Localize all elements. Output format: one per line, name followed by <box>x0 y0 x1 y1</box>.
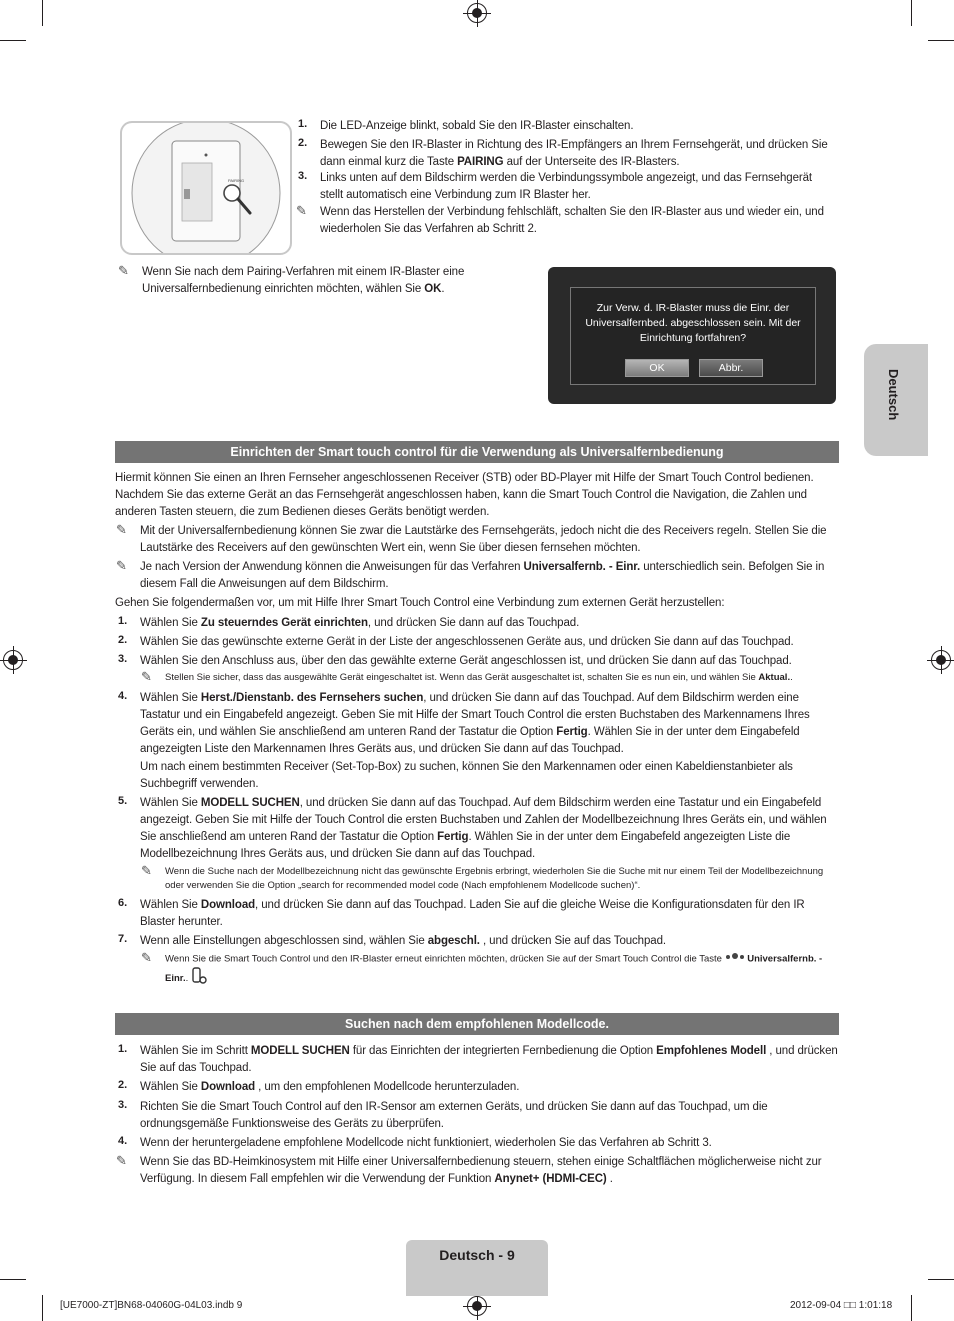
text-run: Download <box>200 899 256 911</box>
section-title-universal-remote: Einrichten der Smart touch control für die Verwendung als Universalfernbedienung <box>115 441 839 463</box>
top-note-item <box>296 203 838 238</box>
step4-extra-text: Um nach einem bestimmten Receiver (Set-Top-Box) zu suchen, können Sie den Markennamen oder einen Kabeldienstanbieter als Suchbegriff verwenden. <box>140 761 793 790</box>
step-item <box>118 933 840 950</box>
text-run: , und drücken Sie auf das Touchpad. <box>479 935 666 947</box>
dialog-message: Zur Verw. d. IR-Blaster muss die Einr. der Universalfernbed. abgeschlossen sein. Mit der Einrichtung fortfahren? <box>585 302 801 344</box>
text-run: . Wählen Sie in der unter dem Eingabefeld angezeigten Liste die Modellbezeichnung Ihres Geräts aus, und drücken Sie dann auf das Touchpad. <box>140 831 791 860</box>
text-run: Wählen Sie <box>140 797 201 809</box>
step-number: 1. <box>118 1043 128 1055</box>
note-pencil-icon: ✎ <box>296 203 307 218</box>
step-number: 4. <box>118 1135 128 1147</box>
note-item-text <box>140 1154 840 1188</box>
step-number: 3. <box>298 170 308 182</box>
step5-note-text <box>165 865 840 893</box>
step-item <box>118 615 840 632</box>
registration-mark-icon <box>931 650 951 670</box>
text-run: Bewegen Sie den IR-Blaster in Richtung des IR-Empfängers an Ihrem Fernsehgerät, und drücken Sie dann einmal kurz die Taste <box>320 139 828 168</box>
step-item-text <box>140 1099 840 1133</box>
text-run: Mit der Universalfernbedienung können Sie zwar die Lautstärke des Fernsehgeräts, jedoch nicht die des Receivers regeln. Stellen Sie die Lautstärke des Receivers auf den gewünschten Wert ein, wenn Sie über diesen fernsehen möchten. <box>140 525 827 554</box>
step-item <box>118 634 840 651</box>
text-run: OK <box>424 283 442 295</box>
top-step-item <box>298 170 838 204</box>
step-item-text <box>140 1043 840 1077</box>
text-run: Wählen Sie <box>140 1081 201 1093</box>
text-run: Je nach Version der Anwendung können die Anweisungen für das Verfahren <box>140 561 524 573</box>
text-run: Universalfernb. - Einr. <box>523 561 641 573</box>
text-run: , und drücken Sie dann auf das Touchpad. <box>367 617 580 629</box>
note-pencil-icon: ✎ <box>116 522 127 537</box>
crop-mark <box>42 1295 43 1321</box>
dialog-box <box>570 287 816 385</box>
text-run: . Wählen Sie in der unter dem Eingabefeld angezeigten Liste den Markennamen Ihres Geräts aus, und drücken Sie dann auf das Touchpad. <box>140 726 800 755</box>
dialog-cancel-button[interactable]: Abbr. <box>699 359 763 377</box>
step-item-text <box>140 933 840 950</box>
section1-intro: Hiermit können Sie einen an Ihren Fernseher angeschlossenen Receiver (STB) oder BD-Player mit Hilfe der Smart Touch Control bedienen. Nachdem Sie das externe Gerät an das Fernsehgerät angeschlossen haben, kann die Smart Touch Control die Navigation, die Zahlen und anderen Tasten steuern, die zum Bedienen dieses Geräts benötigt werden. <box>115 472 814 518</box>
step-number: 4. <box>118 690 128 702</box>
top-step-item-text <box>320 137 838 171</box>
text-run: . <box>185 972 191 984</box>
text-run: für das Einrichten der integrierten Fernbedienung die Option <box>349 1045 657 1057</box>
text-run: Wählen Sie im Schritt <box>140 1045 251 1057</box>
step-item <box>118 653 840 670</box>
step-item-text <box>140 634 840 651</box>
top-step-item-text <box>320 118 838 135</box>
text-run: Fertig <box>556 726 588 738</box>
text-run: Wenn die Suche nach der Modellbezeichnung nicht das gewünschte Ergebnis erbringt, wiederholen Sie die Suche mit nur einem Teil der Modellbezeichnung oder verwenden Sie die Option „search for recommended model code (Nach empfohlenem Modellcode suchen)“. <box>165 866 824 891</box>
text-run: Empfohlenes Modell <box>656 1045 767 1057</box>
step-number: 3. <box>118 1099 128 1111</box>
crop-mark <box>911 1295 912 1321</box>
text-run: Wählen Sie den Anschluss aus, über den das gewählte externe Gerät angeschlossen ist, und drücken Sie dann auf das Touchpad. <box>140 655 792 667</box>
step5-note <box>141 863 840 893</box>
text-run: Universalfernb. - Einr. <box>165 953 823 984</box>
note-pencil-icon: ✎ <box>141 669 152 684</box>
top-step-item-text <box>320 170 838 204</box>
text-run: Anynet+ (HDMI-CEC) <box>494 1173 607 1185</box>
step-number: 5. <box>118 795 128 807</box>
text-run: Zu steuerndes Gerät einrichten <box>200 617 368 629</box>
note-item <box>116 1153 840 1188</box>
note-item-text <box>140 523 840 557</box>
text-run: Aktual. <box>758 672 791 683</box>
crop-mark <box>0 40 26 41</box>
text-run: , und drücken Sie dann auf das Touchpad. Laden Sie auf die gleiche Weise die Konfigurationsdaten für den IR Blaster herunter. <box>140 899 805 928</box>
registration-mark-icon <box>467 3 487 23</box>
step-item <box>118 897 840 931</box>
text-run: Richten Sie die Smart Touch Control auf den IR-Sensor am externen Geräts, und drücken Sie dann auf das Touchpad, um die ordnungsgemäße Funktionsweise des Geräts zu überprüfen. <box>140 1101 768 1130</box>
step-item-text <box>140 1079 840 1096</box>
step-item-text <box>140 690 840 758</box>
step-item-text <box>140 615 840 632</box>
step-item <box>118 1135 840 1152</box>
text-run: MODELL SUCHEN <box>250 1045 350 1057</box>
text-run: abgeschl. <box>427 935 480 947</box>
text-run: Wenn der heruntergeladene empfohlene Modellcode nicht funktioniert, wiederholen Sie das Verfahren ab Schritt 3. <box>140 1137 712 1149</box>
footer-file-info: [UE7000-ZT]BN68-04060G-04L03.indb 9 <box>60 1300 243 1311</box>
crop-mark <box>928 40 954 41</box>
text-run: Wählen Sie <box>140 617 201 629</box>
text-run: , und drücken Sie dann auf das Touchpad. Auf dem Bildschirm werden eine Tastatur und ein Eingabefeld angezeigt. Geben Sie mit Hilfe der Smart Touch Control die ersten Buchstaben des Markennamens Ihres Geräts ein, und wählen Sie anschließend am unteren Rand der Tastatur die Option <box>140 692 810 738</box>
page-number: Deutsch - 9 <box>439 1247 515 1263</box>
step4-extra <box>140 759 840 793</box>
step-number: 1. <box>298 118 308 130</box>
text-run: Wenn Sie die Smart Touch Control und den IR-Blaster erneut einrichten möchten, drücken Sie auf der Smart Touch Control die Taste <box>165 953 725 965</box>
text-run: Wenn Sie nach dem Pairing-Verfahren mit einem IR-Blaster eine Universalfernbedienung einrichten möchten, wählen Sie <box>142 266 465 295</box>
top-step-item <box>298 118 838 135</box>
step3-note <box>141 669 840 685</box>
crop-mark <box>911 0 912 26</box>
text-run: Links unten auf dem Bildschirm werden die Verbindungssymbole angezeigt, und das Fernsehgerät stellt automatisch eine Verbindung zum IR Blaster her. <box>320 172 812 201</box>
registration-mark-icon <box>467 1296 487 1316</box>
text-run: Wenn alle Einstellungen abgeschlossen sind, wählen Sie <box>140 935 428 947</box>
text-run: auf der Unterseite des IR-Blasters. <box>503 156 680 168</box>
note-pencil-icon: ✎ <box>116 1153 127 1168</box>
text-run: . <box>790 672 793 683</box>
crop-mark <box>42 0 43 26</box>
section-title-recommended-code: Suchen nach dem empfohlenen Modellcode. <box>115 1013 839 1035</box>
step-number: 6. <box>118 897 128 909</box>
step-item <box>118 795 840 863</box>
step-item <box>118 1043 840 1077</box>
text-run: . <box>441 283 445 295</box>
step3-note-text <box>165 671 840 685</box>
pairing-note-item-text <box>142 264 472 298</box>
side-tab-label: Deutsch <box>886 369 901 421</box>
registration-mark-icon <box>3 650 23 670</box>
ir-blaster-illustration <box>120 121 292 255</box>
note-item <box>116 558 840 593</box>
step-number: 2. <box>298 137 308 149</box>
text-run: Download <box>200 1081 256 1093</box>
step-number: 2. <box>118 634 128 646</box>
top-step-item <box>298 137 838 171</box>
text-run: Wählen Sie <box>140 899 201 911</box>
note-pencil-icon: ✎ <box>141 950 152 965</box>
step7-note-text <box>165 952 840 990</box>
text-run: Wählen Sie das gewünschte externe Gerät in der Liste der angeschlossenen Geräte aus, und drücken Sie dann auf das Touchpad. <box>140 636 794 648</box>
step-item <box>118 1079 840 1096</box>
top-note-item-text <box>320 204 838 238</box>
language-side-tab <box>864 344 928 456</box>
text-run: Wählen Sie <box>140 692 201 704</box>
text-run: PAIRING <box>457 156 504 168</box>
note-item-text <box>140 559 840 593</box>
step-item-text <box>140 897 840 931</box>
step-item <box>118 690 840 758</box>
step-number: 1. <box>118 615 128 627</box>
step-number: 2. <box>118 1079 128 1091</box>
remote-setup-icon <box>725 952 745 966</box>
footer-timestamp: 2012-09-04 □□ 1:01:18 <box>790 1300 893 1311</box>
text-run: , und drücken Sie dann auf das Touchpad. Auf dem Bildschirm werden eine Tastatur und ein Eingabefeld angezeigt. Geben Sie mit Hilfe der Touch Control die ersten Buchstaben und Zahlen der Modellbezeichnung Ihres Geräts ein, und wählen Sie anschließend am unteren Rand der Tastatur die Option <box>140 797 827 843</box>
note-pencil-icon: ✎ <box>116 558 127 573</box>
note-item <box>116 522 840 557</box>
text-run: MODELL SUCHEN <box>200 797 300 809</box>
remote-settings-icon <box>191 967 207 990</box>
crop-mark <box>0 1279 26 1280</box>
step-item <box>118 1099 840 1133</box>
note-pencil-icon: ✎ <box>141 863 152 878</box>
step-item-text <box>140 1135 840 1152</box>
dialog-ok-button[interactable]: OK <box>625 359 689 377</box>
text-run: Die LED-Anzeige blinkt, sobald Sie den IR-Blaster einschalten. <box>320 120 634 132</box>
page-number-box <box>406 1240 548 1296</box>
section1-lead: Gehen Sie folgendermaßen vor, um mit Hilfe Ihrer Smart Touch Control eine Verbindung zum externen Gerät herzustellen: <box>115 597 725 609</box>
text-run: , und drücken Sie auf das Touchpad. <box>140 1045 838 1074</box>
step-item-text <box>140 653 840 670</box>
note-pencil-icon: ✎ <box>118 263 129 278</box>
tv-dialog-screenshot <box>548 267 836 404</box>
pairing-note-item <box>118 263 472 298</box>
step-item-text <box>140 795 840 863</box>
step-number: 3. <box>118 653 128 665</box>
text-run: Stellen Sie sicher, dass das ausgewählte Gerät eingeschaltet ist. Wenn das Gerät ausgeschaltet ist, schalten Sie es nun ein, und wählen Sie <box>165 672 759 683</box>
text-run: , um den empfohlenen Modellcode herunterzuladen. <box>255 1081 520 1093</box>
pairing-label: PAIRING <box>228 178 245 183</box>
ir-blaster-device-icon <box>122 123 290 253</box>
text-run: Herst./Dienstanb. des Fernsehers suchen <box>200 692 424 704</box>
step-number: 7. <box>118 933 128 945</box>
crop-mark <box>928 1279 954 1280</box>
text-run: . <box>606 1173 613 1185</box>
text-run: Wenn das Herstellen der Verbindung fehlschläft, schalten Sie den IR-Blaster aus und wieder ein, und wiederholen Sie das Verfahren ab Schritt 2. <box>320 206 824 235</box>
step7-note <box>141 950 840 990</box>
text-run: Wenn Sie das BD-Heimkinosystem mit Hilfe einer Universalfernbedienung steuern, stehen einige Schaltflächen möglicherweise nicht zur Verfügung. In diesem Fall empfehlen wir die Verwendung der Funktion <box>140 1156 822 1185</box>
text-run: unterschiedlich sein. Befolgen Sie in diesem Fall die Anweisungen auf dem Bildschirm. <box>140 561 825 590</box>
text-run: Fertig <box>437 831 469 843</box>
